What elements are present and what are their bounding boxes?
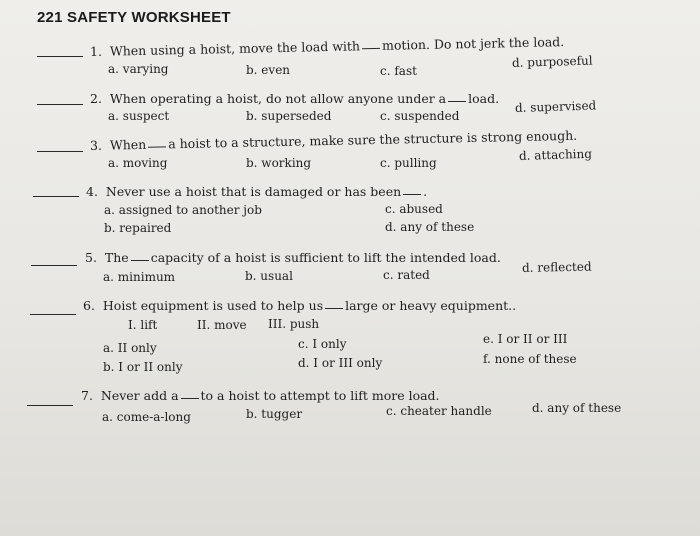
option-5b[interactable]: b. usual bbox=[245, 269, 293, 283]
option-2a[interactable]: a. suspect bbox=[108, 109, 170, 123]
answer-blank-4[interactable] bbox=[33, 196, 79, 197]
question-text: large or heavy equipment.. bbox=[345, 298, 517, 313]
inline-blank bbox=[148, 146, 166, 147]
question-number: 3. bbox=[89, 137, 103, 153]
question-4-stem bbox=[86, 184, 427, 199]
option-4d[interactable]: d. any of these bbox=[385, 220, 475, 234]
question-number: 6. bbox=[83, 298, 95, 313]
worksheet-title: 221 SAFETY WORKSHEET bbox=[37, 9, 231, 26]
option-7b[interactable]: b. tugger bbox=[246, 407, 303, 421]
question-number: 1. bbox=[89, 43, 103, 59]
question-7-stem bbox=[81, 388, 440, 403]
inline-blank bbox=[448, 101, 466, 102]
inline-blank bbox=[131, 260, 149, 261]
inline-blank bbox=[403, 194, 421, 195]
answer-blank-7[interactable] bbox=[27, 405, 73, 406]
inline-blank bbox=[362, 48, 380, 49]
answer-blank-3[interactable] bbox=[37, 151, 83, 152]
option-3b[interactable]: b. working bbox=[246, 156, 312, 170]
roman-option-1: I. lift bbox=[128, 318, 158, 332]
option-6c[interactable]: c. I only bbox=[298, 337, 347, 351]
inline-blank bbox=[325, 308, 343, 309]
option-3c[interactable]: c. pulling bbox=[380, 156, 437, 170]
question-text: load. bbox=[468, 91, 500, 106]
option-1d[interactable]: d. purposeful bbox=[511, 53, 593, 70]
question-text: When operating a hoist, do not allow anyone under a bbox=[109, 91, 447, 106]
answer-blank-2[interactable] bbox=[37, 104, 83, 105]
option-6e[interactable]: e. I or II or III bbox=[483, 332, 568, 346]
option-3a[interactable]: a. moving bbox=[108, 156, 168, 170]
option-7d[interactable]: d. any of these bbox=[532, 401, 622, 415]
option-5a[interactable]: a. minimum bbox=[103, 270, 176, 284]
question-text: Never use a hoist that is damaged or has been bbox=[105, 184, 402, 199]
question-2-stem bbox=[90, 91, 499, 106]
question-text: to a hoist to attempt to lift more load. bbox=[200, 388, 440, 403]
question-text: When bbox=[109, 136, 147, 153]
question-text: capacity of a hoist is sufficient to lift the intended load. bbox=[150, 250, 501, 265]
option-2c[interactable]: c. suspended bbox=[380, 109, 460, 123]
bleed-through-shading bbox=[100, 440, 660, 520]
option-3d[interactable]: d. attaching bbox=[518, 146, 593, 163]
option-5c[interactable]: c. rated bbox=[383, 268, 430, 282]
question-number: 4. bbox=[86, 184, 98, 199]
question-text: Never add a bbox=[100, 388, 179, 403]
question-1-stem bbox=[90, 34, 564, 59]
question-text: Hoist equipment is used to help us bbox=[102, 298, 324, 313]
question-number: 5. bbox=[85, 250, 97, 265]
question-5-stem bbox=[85, 250, 501, 265]
option-2d[interactable]: d. supervised bbox=[514, 98, 597, 115]
question-number: 7. bbox=[81, 388, 93, 403]
question-3-stem bbox=[90, 128, 577, 153]
option-1a[interactable]: a. varying bbox=[108, 62, 169, 76]
option-4a[interactable]: a. assigned to another job bbox=[104, 203, 262, 217]
inline-blank bbox=[181, 398, 199, 399]
roman-option-3: III. push bbox=[268, 317, 320, 331]
answer-blank-6[interactable] bbox=[30, 314, 76, 315]
question-text: When using a hoist, move the load with bbox=[109, 38, 361, 59]
answer-blank-1[interactable] bbox=[37, 56, 83, 57]
question-text: . bbox=[423, 184, 428, 199]
question-text: The bbox=[104, 250, 129, 265]
question-text: a hoist to a structure, make sure the structure is strong enough. bbox=[168, 127, 578, 152]
option-1c[interactable]: c. fast bbox=[380, 64, 417, 78]
option-4c[interactable]: c. abused bbox=[385, 202, 443, 216]
question-text: motion. Do not jerk the load. bbox=[381, 34, 565, 53]
option-7c[interactable]: c. cheater handle bbox=[386, 404, 492, 418]
answer-blank-5[interactable] bbox=[31, 265, 77, 266]
option-6b[interactable]: b. I or II only bbox=[103, 360, 183, 374]
option-5d[interactable]: d. reflected bbox=[521, 259, 592, 275]
question-number: 2. bbox=[90, 91, 102, 106]
option-2b[interactable]: b. superseded bbox=[246, 109, 332, 123]
option-1b[interactable]: b. even bbox=[246, 63, 291, 77]
option-7a[interactable]: a. come-a-long bbox=[102, 410, 191, 424]
option-6d[interactable]: d. I or III only bbox=[298, 356, 383, 370]
option-6a[interactable]: a. II only bbox=[103, 341, 157, 355]
option-6f[interactable]: f. none of these bbox=[483, 352, 577, 366]
question-6-stem bbox=[83, 298, 516, 313]
roman-option-2: II. move bbox=[197, 318, 247, 332]
option-4b[interactable]: b. repaired bbox=[104, 221, 172, 235]
